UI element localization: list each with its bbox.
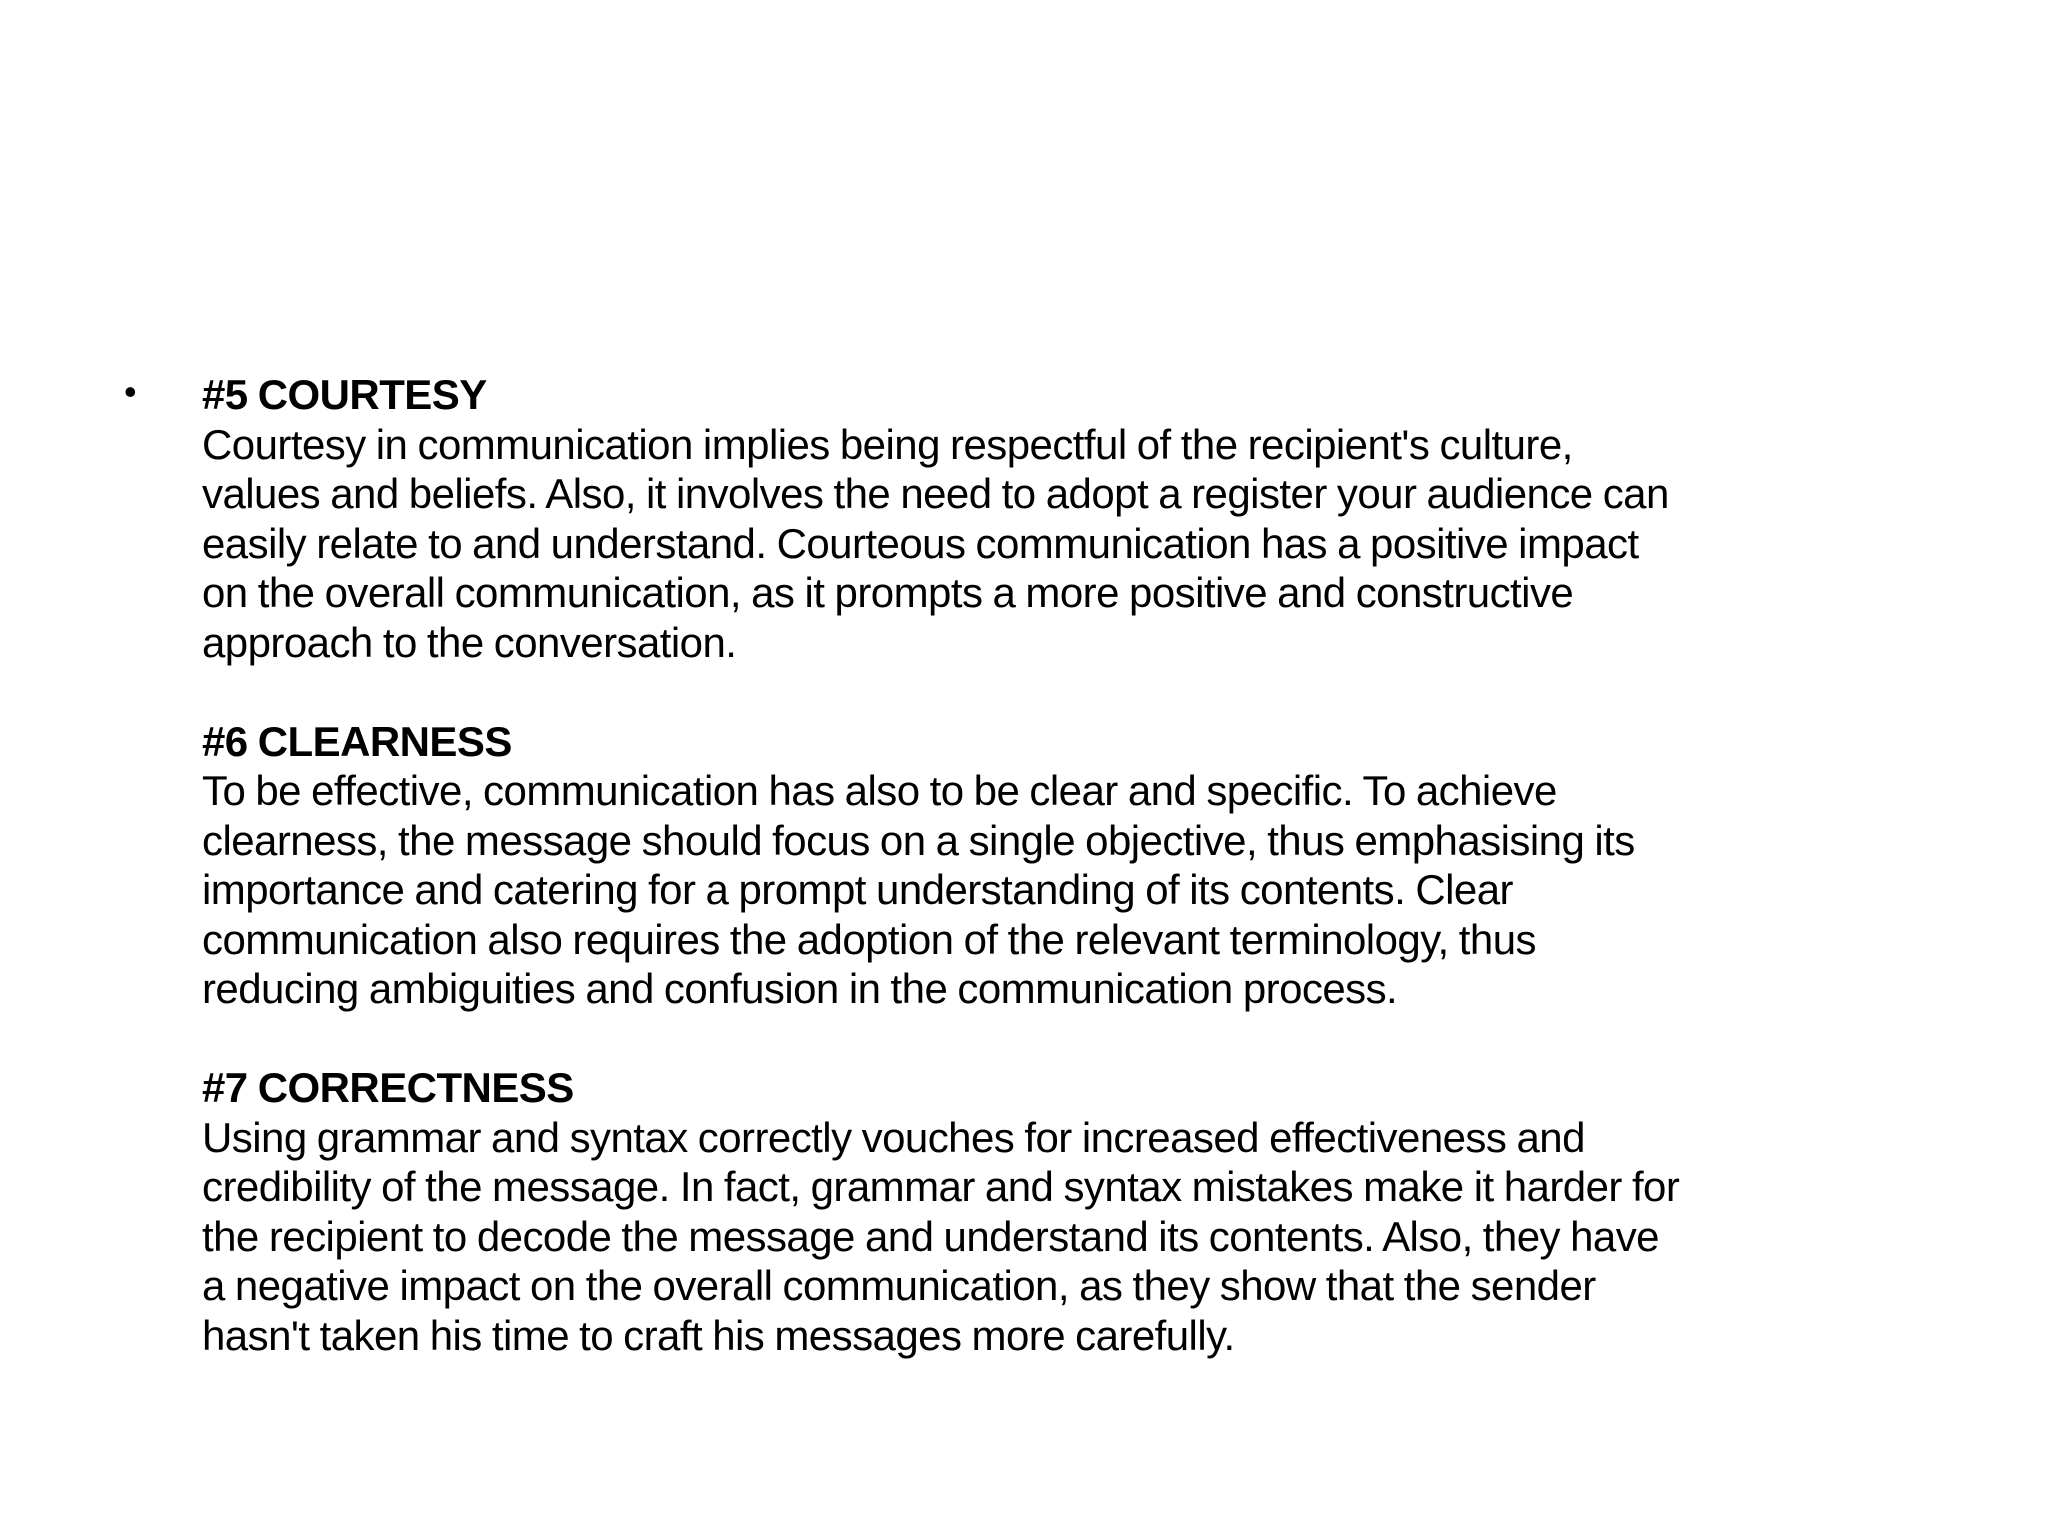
body-line: hasn't taken his time to craft his messages more carefully. (202, 1311, 1235, 1359)
bullet-point: • (124, 371, 137, 412)
body-line: Using grammar and syntax correctly vouches for increased effectiveness and (202, 1113, 1585, 1161)
section-heading: #6 CLEARNESS (202, 717, 512, 765)
body-line: credibility of the message. In fact, grammar and syntax mistakes make it harder for (202, 1163, 1680, 1210)
body-line: communication also requires the adoption of the relevant terminology, thus (202, 915, 1536, 963)
section-heading: #5 COURTESY (202, 371, 487, 418)
body-line: values and beliefs. Also, it involves the need to adopt a register your audience can (202, 470, 1669, 517)
body-line: the recipient to decode the message and understand its contents. Also, they have (202, 1212, 1659, 1260)
body-line: on the overall communication, as it prompts a more positive and constructive (202, 569, 1574, 616)
body-line: importance and catering for a prompt understanding of its contents. Clear (202, 866, 1513, 913)
section-courtesy (202, 370, 1962, 667)
body-line: clearness, the message should focus on a single objective, thus emphasising its (202, 816, 1635, 864)
body-line: reducing ambiguities and confusion in the communication process. (202, 965, 1398, 1012)
body-line: approach to the conversation. (202, 618, 737, 666)
slide-content (202, 370, 1962, 1360)
body-line: Courtesy in communication implies being respectful of the recipient's culture, (202, 420, 1573, 468)
body-line: easily relate to and understand. Courteous communication has a positive impact (202, 519, 1639, 567)
body-line: a negative impact on the overall communication, as they show that the sender (202, 1262, 1596, 1309)
section-correctness (202, 1063, 1962, 1360)
body-line: To be effective, communication has also to be clear and specific. To achieve (202, 767, 1557, 814)
section-clearness (202, 717, 1962, 1014)
section-heading: #7 CORRECTNESS (202, 1064, 574, 1111)
